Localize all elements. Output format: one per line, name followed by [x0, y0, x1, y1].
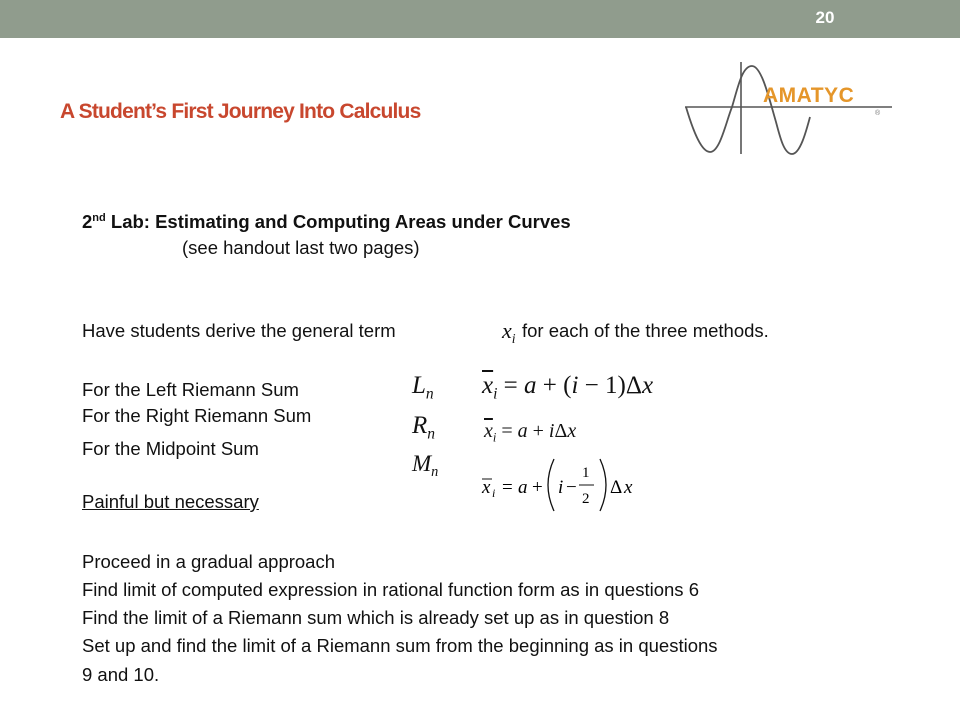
- svg-text:−: −: [566, 477, 577, 498]
- header-bar: [0, 0, 960, 38]
- svg-text:x: x: [482, 477, 491, 498]
- left-sum-formula: $\overline{x}_i = a + (i - 1)\Delta x$: [482, 372, 654, 403]
- slide-number: 20: [815, 8, 835, 27]
- right-sum-formula: $\overline{x}_i = a + i\Delta x$: [484, 420, 577, 445]
- derive-text-before: Have students derive the general term: [82, 320, 396, 341]
- method-left-label: For the Left Riemann Sum: [82, 379, 299, 400]
- derive-text-after: for each of the three methods.: [522, 320, 769, 341]
- svg-text:1: 1: [582, 465, 590, 481]
- midpoint-sum-formula: [478, 455, 658, 515]
- midpoint-sum-symbol: $M_n$: [412, 451, 439, 480]
- amatyc-logo-icon: [680, 62, 900, 158]
- lab-heading-number: 2: [82, 211, 93, 233]
- step-item: 9 and 10.: [82, 664, 160, 685]
- svg-text:2: 2: [582, 491, 590, 507]
- handout-note: (see handout last two pages): [182, 237, 420, 258]
- logo-registered-mark: ®: [875, 110, 881, 117]
- step-item: Find the limit of a Riemann sum which is already set up as in question 8: [82, 607, 670, 628]
- svg-text:a: a: [518, 477, 528, 498]
- step-item: Proceed in a gradual approach: [82, 551, 336, 572]
- general-term-xi: $x_i$: [502, 318, 516, 346]
- svg-text:+: +: [532, 477, 543, 498]
- right-sum-symbol: $R_n$: [412, 412, 436, 443]
- step-item: Find limit of computed expression in rational function form as in questions 6: [82, 579, 699, 600]
- method-right-label: For the Right Riemann Sum: [82, 405, 312, 426]
- lab-heading-suffix: nd: [92, 212, 106, 224]
- step-item: Set up and find the limit of a Riemann sum from the beginning as in questions: [82, 635, 718, 656]
- logo-text: AMATYC: [763, 84, 855, 107]
- left-sum-symbol: $L_n$: [412, 372, 434, 403]
- svg-text:i: i: [492, 486, 496, 500]
- svg-text:i: i: [558, 477, 564, 498]
- svg-text:x: x: [624, 477, 633, 498]
- svg-text:=: =: [502, 477, 513, 498]
- lab-heading-text: Lab: Estimating and Computing Areas under Curves: [105, 211, 571, 233]
- slide-title: A Student’s First Journey Into Calculus: [60, 100, 421, 123]
- lab-heading: [82, 206, 571, 234]
- painful-note: Painful but necessary: [82, 491, 259, 512]
- svg-text:Δ: Δ: [610, 477, 623, 498]
- method-midpoint-label: For the Midpoint Sum: [82, 438, 259, 459]
